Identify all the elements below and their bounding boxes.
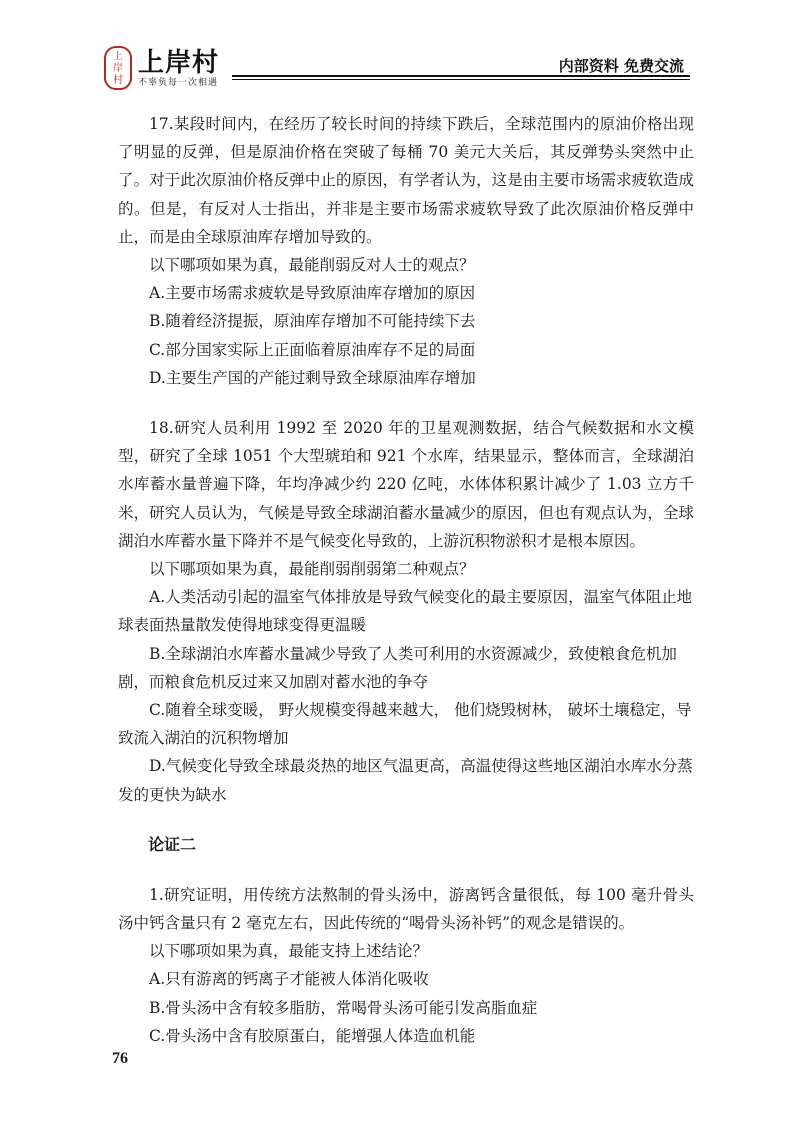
q18-option-c: C.随着全球变暖， 野火规模变得越来越大， 他们烧毁树林， 破坏土壤稳定，导致流入湖泊的沉积物增加 [118,701,692,748]
spacer [118,859,694,881]
page-header [0,0,800,100]
q17-option-d: D.主要生产国的产能过剩导致全球原油库存增加 [149,368,476,387]
q18-option-d: D.气候变化导致全球最炎热的地区气温更高，高温使得这些地区湖泊水库水分蒸发的更快为缺水 [118,757,693,804]
logo-seal [104,46,132,90]
spacer [118,392,694,414]
s2-q1-option-c: C.骨头汤中含有胶原蛋白，能增强人体造血机能 [149,1026,476,1045]
logo-name: 上岸村 [138,48,220,78]
page-content [118,110,694,1050]
logo-slogan: 不辜负每一次相遇 [138,78,219,88]
s2-q1-question: 以下哪项如果为真，最能支持上述结论？ [149,942,429,961]
header-rule-thin [232,79,690,80]
q17-stem: 17.某段时间内，在经历了较长时间的持续下跌后，全球范围内的原油价格出现了明显的反弹，但是原油价格在突破了每桶 70 美元大关后，其反弹势头突然中止了。对于此次原油价格反弹中止的原因，有学者认为，这是由主要市场需求疲软造成的。但是，有反对人士指出，并非是主要市场需求疲软导致了此次原油价格反弹中止，而是由全球原油库存增加导致的。 [118,115,694,246]
s2-q1-stem: 1.研究证明，用传统方法熬制的骨头汤中，游离钙含量很低，每 100 毫升骨头汤中钙含量只有 2 毫克左右，因此传统的“喝骨头汤补钙”的观念是错误的。 [118,885,694,933]
logo-seal-char: 村 [113,75,123,86]
page-number: 76 [112,1050,128,1067]
q18-question: 以下哪项如果为真，最能削弱削弱第二种观点？ [149,560,475,579]
s2-q1-option-b: B.骨头汤中含有较多脂肪，常喝骨头汤可能引发高脂血症 [149,998,538,1017]
s2-q1-option-a: A.只有游离的钙离子才能被人体消化吸收 [149,970,429,989]
spacer [118,809,694,831]
logo-seal-char: 上 [113,51,123,62]
logo-seal-char: 岸 [113,63,123,74]
q17-question: 以下哪项如果为真，最能削弱反对人士的观点？ [149,256,475,275]
q17-option-b: B.随着经济提振，原油库存增加不可能持续下去 [149,312,476,331]
header-rule [232,75,690,77]
q17-option-a: A.主要市场需求疲软是导致原油库存增加的原因 [149,284,476,303]
section-title: 论证二 [148,834,197,854]
q18-option-b: B.全球湖泊水库蓄水量减少导致了人类可利用的水资源减少，致使粮食危机加剧，而粮食危机反过来又加剧对蓄水池的争夺 [118,644,677,691]
q18-stem: 18.研究人员利用 1992 至 2020 年的卫星观测数据，结合气候数据和水文模型，研究了全球 1051 个大型琥珀和 921 个水库，结果显示，整体而言，全球湖泊水库蓄水量普遍下降，年均净减少约 220 亿吨，水体体积累计减少了 1.03 立方千米，研究人员认为，气候是导致全球湖泊蓄水量减少的原因，但也有观点认为，全球湖泊水库蓄水量下降并不是气候变化导致的，上游沉积物淤积才是根本原因。 [118,419,694,550]
q17-option-c: C.部分国家实际上正面临着原油库存不足的局面 [149,340,476,359]
header-tag: 内部资料 免费交流 [558,57,684,75]
q18-option-a: A.人类活动引起的温室气体排放是导致气候变化的最主要原因，温室气体阻止地球表面热量散发使得地球变得更温暖 [118,588,693,635]
